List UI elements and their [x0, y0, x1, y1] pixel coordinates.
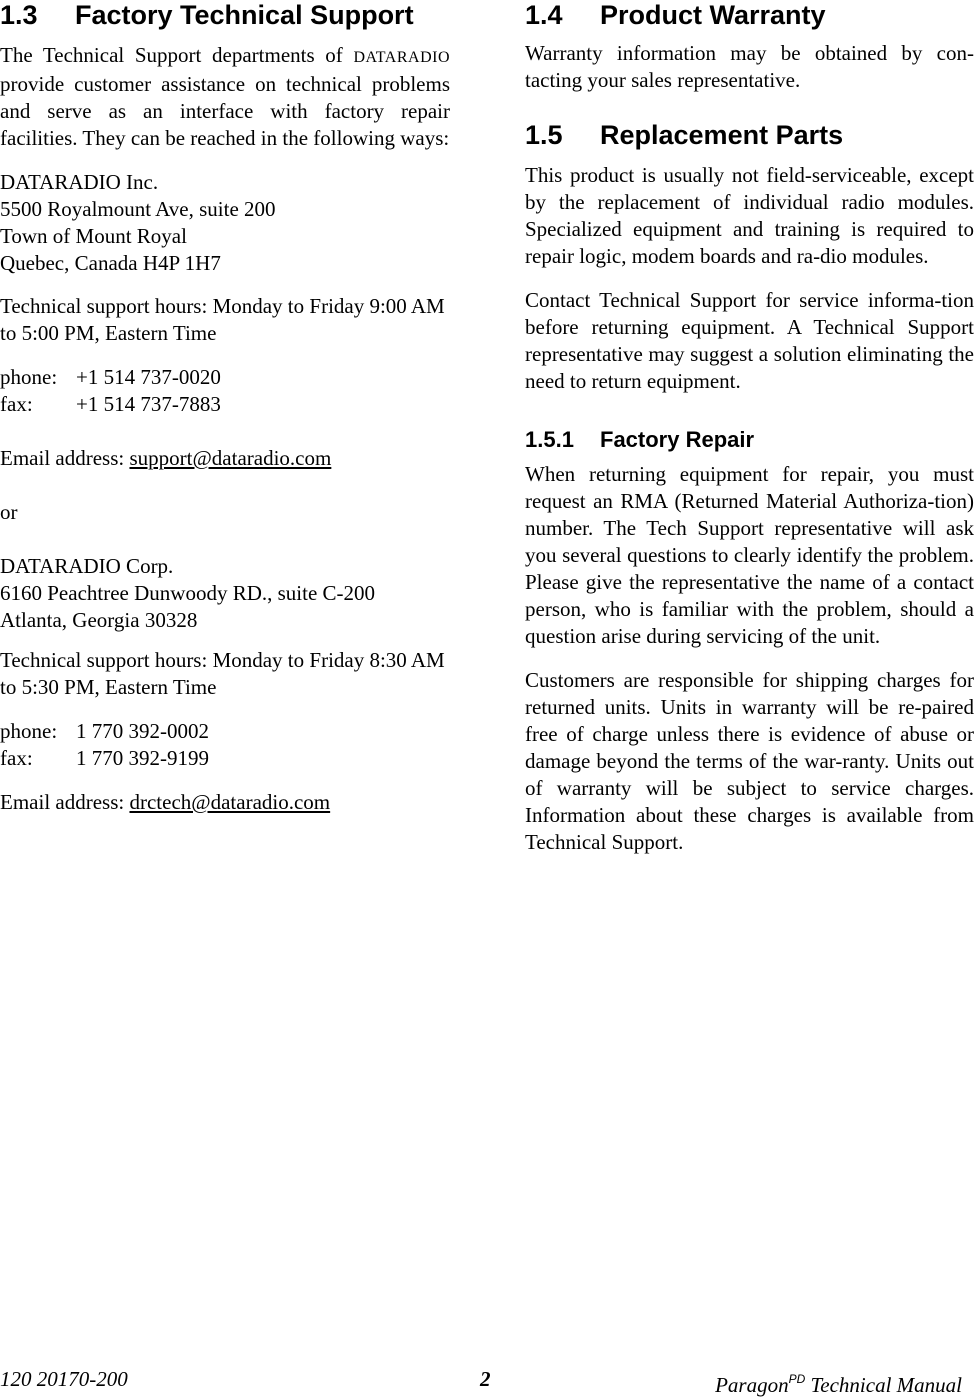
or-separator: or — [0, 500, 18, 524]
email-line-inc: Email address: support@dataradio.com — [0, 446, 332, 470]
phone-line-inc: phone: +1 514 737-0020 — [0, 365, 221, 389]
company-name-smallcaps: DATARADIO — [353, 49, 451, 66]
replacement-parts-paragraph-1: This product is usually not field-serviceable, except by the replacement of individual radio modules. Specialized equipment and training is required to repair logic, modem boards and ra-dio modules. — [525, 163, 974, 268]
factory-repair-paragraph-2: Customers are responsible for shipping charges for returned units. Units in warranty will be re-paired free of charge unless there is evidence of abuse or damage beyond the terms of the war-ranty. Units out of warranty will be subject to service charges. Information about these charges is available from Technical Support. — [525, 668, 974, 854]
support-intro-paragraph: The Technical Support departments of DATARADIO provide customer assistance on technical problems and serve as an interface with factory repair facilities. They can be reached in the following ways: — [0, 43, 451, 150]
phone-fax-block-corp — [0, 718, 450, 772]
phone-line-corp: phone: 1 770 392-0002 — [0, 719, 209, 743]
fax-line-inc: fax: +1 514 737-7883 — [0, 392, 221, 416]
section-heading-1-3: 1.3 Factory Technical Support — [0, 0, 414, 30]
support-hours-corp: Technical support hours: Monday to Friday 8:30 AM to 5:30 PM, Eastern Time — [0, 648, 445, 699]
footer-manual-title: Paragon$^{PD}$ Technical Manual — [715, 1372, 962, 1397]
fax-line-corp: fax: 1 770 392-9199 — [0, 746, 209, 770]
replacement-parts-paragraph-2: Contact Technical Support for service informa-tion before returning equipment. A Technical Support representative may suggest a solution eliminating the need to return equipment. — [525, 288, 974, 393]
footer-page-number: 2 — [480, 1367, 491, 1391]
footer-doc-number: 120 20170-200 — [0, 1367, 128, 1391]
section-heading-1-5: 1.5 Replacement Parts — [525, 120, 844, 150]
section-heading-1-4: 1.4 Product Warranty — [525, 0, 826, 30]
address-block-inc: DATARADIO Inc. 5500 Royalmount Ave, suite 200 Town of Mount Royal Quebec, Canada H4P 1H7 — [0, 170, 276, 275]
support-hours-inc: Technical support hours: Monday to Friday 9:00 AM to 5:00 PM, Eastern Time — [0, 294, 445, 345]
drctech-email-link[interactable]: drctech@dataradio.com — [129, 790, 331, 814]
section-heading-1-5-1: 1.5.1 Factory Repair — [525, 427, 755, 452]
address-block-corp: DATARADIO Corp. 6160 Peachtree Dunwoody RD., suite C-200 Atlanta, Georgia 30328 — [0, 554, 376, 632]
factory-repair-paragraph-1: When returning equipment for repair, you must request an RMA (Returned Material Authoriza-tion) number. The Tech Support representative will ask you several questions to clearly identify the problem. Please give the representative the name of a contact person, who is familiar with the problem, should a question arise during servicing of the unit. — [525, 462, 974, 648]
left-column — [0, 0, 450, 816]
page-footer — [0, 1366, 976, 1397]
support-email-link[interactable]: support@dataradio.com — [129, 446, 332, 470]
right-column — [525, 0, 974, 856]
warranty-paragraph: Warranty information may be obtained by con-tacting your sales representative. — [525, 41, 974, 92]
email-line-corp: Email address: drctech@dataradio.com — [0, 790, 331, 814]
phone-fax-block-inc — [0, 364, 450, 418]
